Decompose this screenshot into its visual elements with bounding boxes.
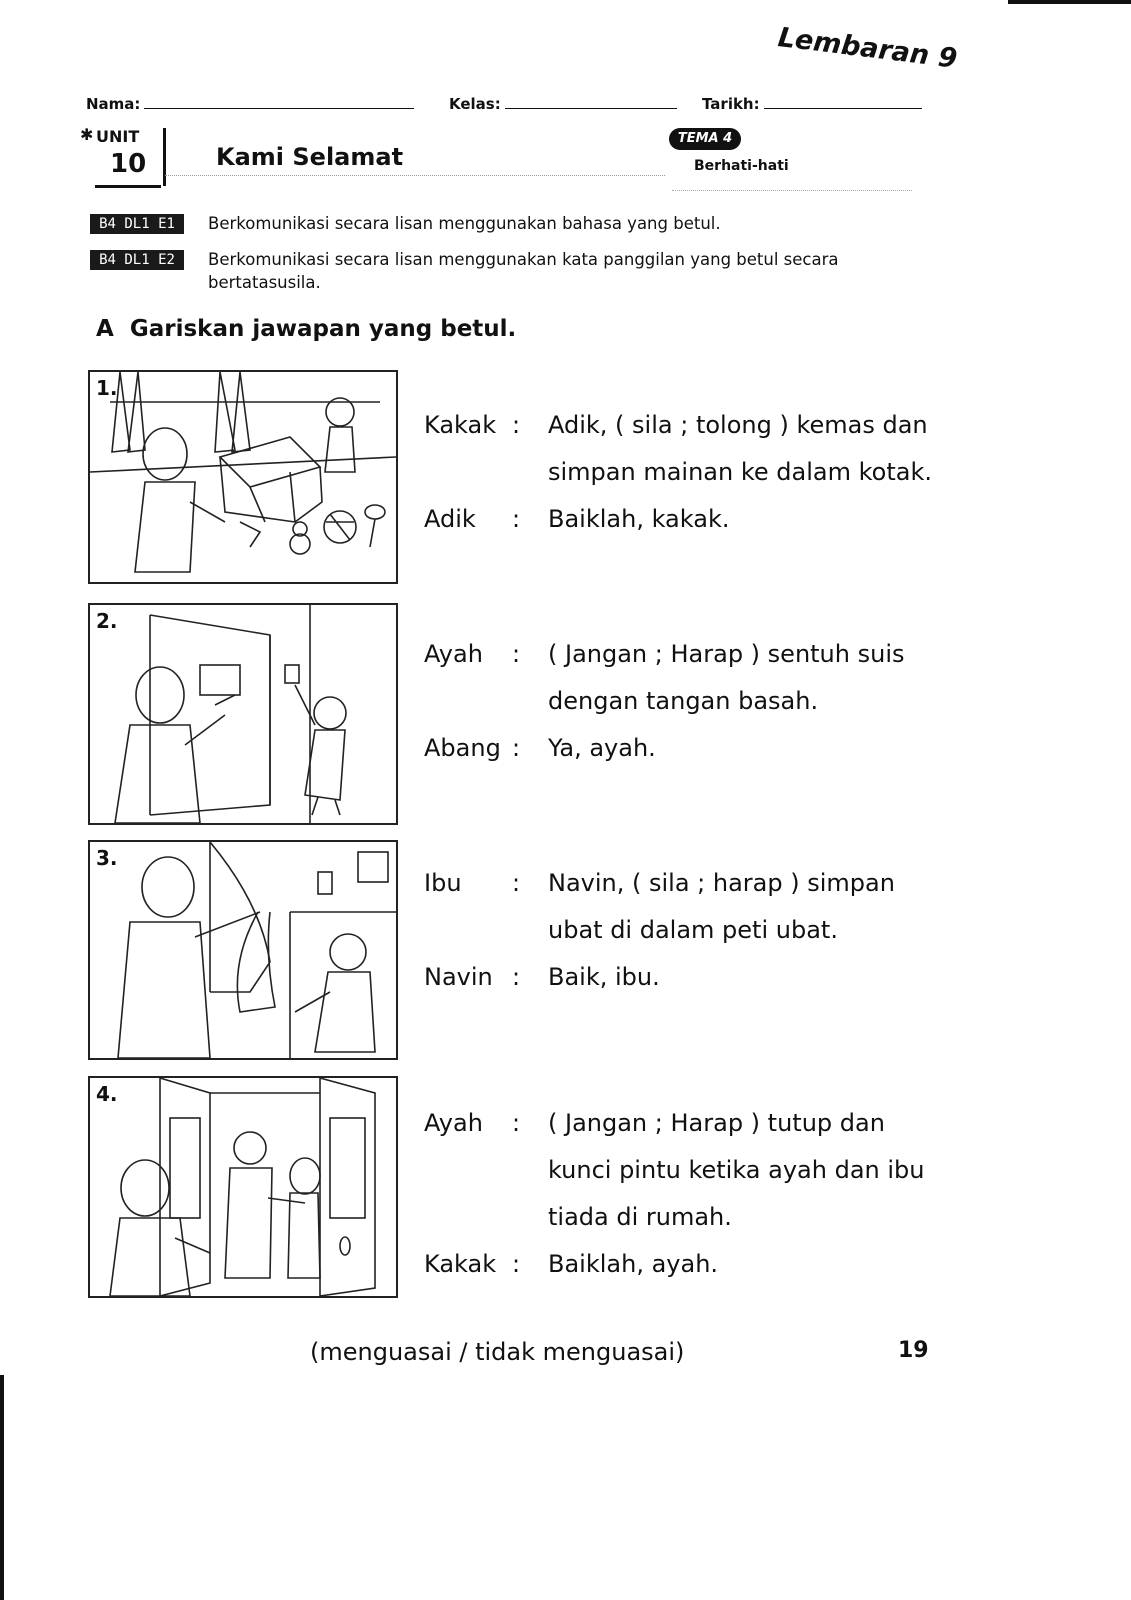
page-number: 19 [898,1338,929,1363]
dialogue-line: Adik, ( sila ; tolong ) kemas dan [548,411,928,439]
dialogue-line: Baik, ibu. [548,963,660,991]
speaker-2b: Abang [424,734,501,762]
outcome-text-1: Berkomunikasi secara lisan menggunakan bahasa yang betul. [208,214,721,233]
page-title: Kami Selamat [216,143,404,171]
colon: : [512,1109,521,1137]
title-divider [165,175,665,176]
tidy-toys-illustration [90,372,396,582]
lock-door-illustration [90,1078,396,1296]
scan-edge-top [1008,0,1131,4]
dialogue-line: ( Jangan ; Harap ) sentuh suis [548,640,905,668]
speaker-2a: Ayah [424,640,483,668]
colon: : [512,411,521,439]
outcome-code-2: B4 DL1 E2 [90,250,184,270]
dialogue-line: ( Jangan ; Harap ) tutup dan [548,1109,885,1137]
colon: : [512,1250,521,1278]
date-field-line[interactable] [764,94,922,109]
illustration-panel-3 [88,840,398,1060]
unit-underline [95,185,161,188]
speaker-4b: Kakak [424,1250,497,1278]
speaker-3a: Ibu [424,869,462,897]
colon: : [512,505,521,533]
class-field[interactable] [449,94,677,113]
date-field[interactable] [702,94,922,113]
outcome-code-1: B4 DL1 E1 [90,214,184,234]
section-instruction-text: Gariskan jawapan yang betul. [129,316,517,342]
dialogue-line: kunci pintu ketika ayah dan ibu [548,1156,925,1184]
star-icon: ✱ [80,125,94,144]
outcome-text-2: Berkomunikasi secara lisan menggunakan kata panggilan yang betul secara bertatasusila. [208,250,839,292]
illustration-panel-2 [88,603,398,825]
colon: : [512,640,521,668]
dialogue-line: simpan mainan ke dalam kotak. [548,458,932,486]
worksheet-number: Lembaran 9 [776,22,959,75]
exercise-number-4: 4. [96,1082,118,1106]
unit-label: UNIT [96,127,140,146]
scan-edge-left [0,1375,4,1600]
dialogue-line: ubat di dalam peti ubat. [548,916,838,944]
exercise-number-1: 1. [96,376,118,400]
class-field-label: Kelas: [449,95,501,113]
name-field[interactable] [86,94,414,113]
colon: : [512,734,521,762]
switch-safety-illustration [90,605,396,823]
dialogue-line: Baiklah, ayah. [548,1250,719,1278]
section-letter: A [96,316,114,342]
speaker-1a: Kakak [424,411,497,439]
speaker-1b: Adik [424,505,476,533]
unit-bracket [157,128,166,186]
theme-subtitle: Berhati-hati [694,158,789,174]
theme-badge: TEMA 4 [669,128,741,150]
medicine-cabinet-illustration [90,842,396,1058]
date-field-label: Tarikh: [702,95,760,113]
name-field-line[interactable] [144,94,414,109]
illustration-panel-1 [88,370,398,584]
section-instruction [96,316,516,342]
dialogue-line: Baiklah, kakak. [548,505,730,533]
unit-number: 10 [110,149,147,179]
illustration-panel-4 [88,1076,398,1298]
speaker-4a: Ayah [424,1109,483,1137]
dialogue-line: dengan tangan basah. [548,687,819,715]
dialogue-line: Ya, ayah. [548,734,656,762]
dialogue-line: tiada di rumah. [548,1203,732,1231]
dialogue-line: Navin, ( sila ; harap ) simpan [548,869,895,897]
name-field-label: Nama: [86,95,141,113]
exercise-number-2: 2. [96,609,118,633]
speaker-3b: Navin [424,963,493,991]
colon: : [512,963,521,991]
class-field-line[interactable] [505,94,677,109]
theme-divider [672,190,912,191]
exercise-number-3: 3. [96,846,118,870]
mastery-status: (menguasai / tidak menguasai) [310,1338,685,1366]
colon: : [512,869,521,897]
